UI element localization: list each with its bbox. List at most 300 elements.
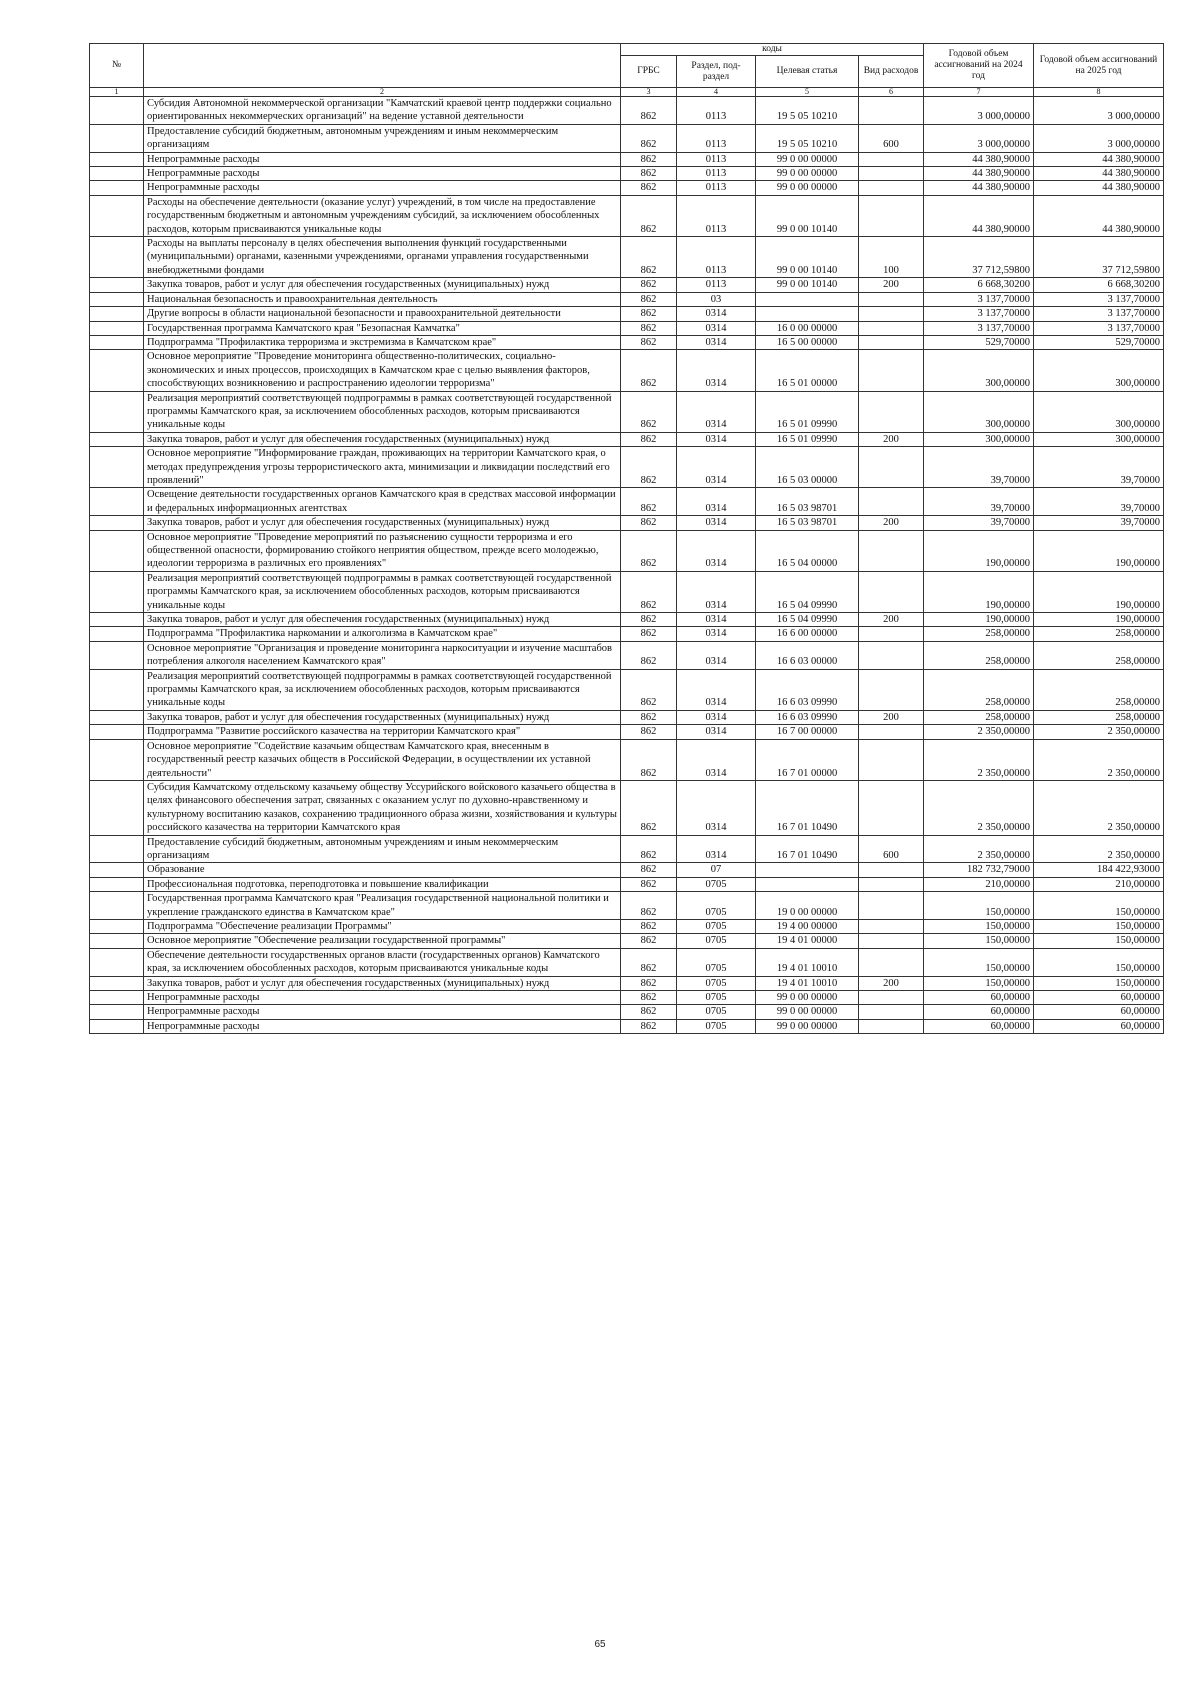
cell-grbs: 862 — [621, 780, 677, 835]
cell-expense-type — [859, 948, 924, 976]
cell-grbs: 862 — [621, 321, 677, 335]
cell-volume-2025: 184 422,93000 — [1034, 863, 1164, 877]
cell-expense-type — [859, 877, 924, 891]
cell-expense-type — [859, 892, 924, 920]
cell-name: Другие вопросы в области национальной безопасности и правоохранительной деятельности — [144, 307, 621, 321]
cell-grbs: 862 — [621, 530, 677, 571]
cell-name: Реализация мероприятий соответствующей подпрограммы в рамках соответствующей государственной программы Камчатского края, за исключением обособленных расходов, которым присваиваются уникальные коды — [144, 669, 621, 710]
table-row — [90, 739, 1164, 780]
col-index: 6 — [859, 88, 924, 97]
cell-expense-type — [859, 571, 924, 612]
cell-volume-2024: 190,00000 — [924, 571, 1034, 612]
cell-grbs: 862 — [621, 976, 677, 990]
cell-name: Реализация мероприятий соответствующей подпрограммы в рамках соответствующей государственной программы Камчатского края, за исключением обособленных расходов, которым присваиваются уникальные коды — [144, 571, 621, 612]
cell-grbs: 862 — [621, 1019, 677, 1033]
cell-num — [90, 181, 144, 195]
cell-volume-2024: 182 732,79000 — [924, 863, 1034, 877]
cell-target: 16 7 01 00000 — [756, 739, 859, 780]
cell-grbs: 862 — [621, 195, 677, 236]
cell-name: Закупка товаров, работ и услуг для обеспечения государственных (муниципальных) нужд — [144, 613, 621, 627]
cell-expense-type — [859, 1019, 924, 1033]
cell-volume-2025: 300,00000 — [1034, 350, 1164, 391]
table-row — [90, 641, 1164, 669]
cell-name: Профессиональная подготовка, переподготовка и повышение квалификации — [144, 877, 621, 891]
cell-volume-2025: 150,00000 — [1034, 892, 1164, 920]
cell-name: Непрограммные расходы — [144, 181, 621, 195]
cell-target: 16 6 00 00000 — [756, 627, 859, 641]
cell-volume-2024: 150,00000 — [924, 892, 1034, 920]
cell-expense-type — [859, 350, 924, 391]
cell-expense-type — [859, 167, 924, 181]
cell-name: Субсидия Автономной некоммерческой организации "Камчатский краевой центр поддержки социально ориентированных некоммерческих организаций" на ведение уставной деятельности — [144, 97, 621, 125]
table-row — [90, 321, 1164, 335]
cell-volume-2025: 529,70000 — [1034, 335, 1164, 349]
cell-num — [90, 641, 144, 669]
cell-grbs: 862 — [621, 350, 677, 391]
cell-expense-type — [859, 97, 924, 125]
header-codes: коды — [621, 44, 924, 56]
cell-num — [90, 516, 144, 530]
cell-grbs: 862 — [621, 710, 677, 724]
cell-grbs: 862 — [621, 641, 677, 669]
table-row — [90, 530, 1164, 571]
cell-section: 0705 — [677, 1005, 756, 1019]
cell-name: Основное мероприятие "Проведение мероприятий по разъяснению сущности терроризма и его общественной опасности, формированию стойкого неприятия обществом, прежде всего молодежью, идеологии терроризма в различных его проявлениях" — [144, 530, 621, 571]
cell-grbs: 862 — [621, 516, 677, 530]
cell-section: 0113 — [677, 181, 756, 195]
table-row — [90, 195, 1164, 236]
cell-volume-2024: 44 380,90000 — [924, 195, 1034, 236]
cell-volume-2024: 60,00000 — [924, 1019, 1034, 1033]
cell-name: Предоставление субсидий бюджетным, автономным учреждениям и иным некоммерческим организациям — [144, 124, 621, 152]
table-row — [90, 516, 1164, 530]
table-row — [90, 627, 1164, 641]
cell-volume-2025: 190,00000 — [1034, 530, 1164, 571]
cell-target: 99 0 00 10140 — [756, 278, 859, 292]
cell-volume-2024: 300,00000 — [924, 350, 1034, 391]
cell-grbs: 862 — [621, 335, 677, 349]
cell-volume-2025: 37 712,59800 — [1034, 237, 1164, 278]
cell-target: 16 7 00 00000 — [756, 725, 859, 739]
cell-expense-type: 100 — [859, 237, 924, 278]
cell-grbs: 862 — [621, 877, 677, 891]
table-row — [90, 991, 1164, 1005]
cell-section: 0314 — [677, 391, 756, 432]
cell-section: 0113 — [677, 278, 756, 292]
cell-volume-2025: 39,70000 — [1034, 488, 1164, 516]
cell-section: 0314 — [677, 350, 756, 391]
cell-volume-2024: 6 668,30200 — [924, 278, 1034, 292]
table-row — [90, 1019, 1164, 1033]
cell-target — [756, 877, 859, 891]
cell-section: 0314 — [677, 613, 756, 627]
cell-volume-2025: 3 137,70000 — [1034, 307, 1164, 321]
cell-num — [90, 835, 144, 863]
cell-num — [90, 710, 144, 724]
cell-section: 0314 — [677, 710, 756, 724]
cell-expense-type — [859, 530, 924, 571]
cell-expense-type — [859, 919, 924, 933]
cell-target: 19 5 05 10210 — [756, 124, 859, 152]
cell-target: 16 5 04 09990 — [756, 571, 859, 612]
table-row — [90, 278, 1164, 292]
cell-expense-type: 200 — [859, 278, 924, 292]
cell-volume-2025: 150,00000 — [1034, 919, 1164, 933]
cell-target: 99 0 00 00000 — [756, 1005, 859, 1019]
table-row — [90, 710, 1164, 724]
cell-name: Реализация мероприятий соответствующей подпрограммы в рамках соответствующей государственной программы Камчатского края, за исключением обособленных расходов, которым присваиваются уникальные коды — [144, 391, 621, 432]
table-row — [90, 976, 1164, 990]
cell-expense-type — [859, 934, 924, 948]
page-number: 65 — [594, 1639, 606, 1650]
cell-section: 0314 — [677, 530, 756, 571]
cell-target: 16 6 03 00000 — [756, 641, 859, 669]
cell-grbs: 862 — [621, 447, 677, 488]
cell-expense-type — [859, 292, 924, 306]
cell-num — [90, 919, 144, 933]
budget-table — [89, 43, 1164, 1034]
table-row — [90, 124, 1164, 152]
cell-num — [90, 948, 144, 976]
table-row — [90, 432, 1164, 446]
cell-name: Закупка товаров, работ и услуг для обеспечения государственных (муниципальных) нужд — [144, 976, 621, 990]
cell-section: 0705 — [677, 1019, 756, 1033]
cell-num — [90, 613, 144, 627]
cell-name: Подпрограмма "Развитие российского казачества на территории Камчатского края" — [144, 725, 621, 739]
cell-section: 0314 — [677, 641, 756, 669]
cell-num — [90, 335, 144, 349]
table-row — [90, 780, 1164, 835]
cell-expense-type — [859, 739, 924, 780]
cell-grbs: 862 — [621, 725, 677, 739]
cell-num — [90, 976, 144, 990]
cell-target: 19 4 01 10010 — [756, 976, 859, 990]
cell-expense-type — [859, 391, 924, 432]
cell-section: 0705 — [677, 919, 756, 933]
cell-name: Расходы на обеспечение деятельности (оказание услуг) учреждений, в том числе на предоставление государственным бюджетным и автономным учреждениям субсидий, за исключением обособленных расходов, которым присваиваются уникальные коды — [144, 195, 621, 236]
table-row — [90, 167, 1164, 181]
cell-num — [90, 780, 144, 835]
cell-grbs: 862 — [621, 919, 677, 933]
cell-grbs: 862 — [621, 948, 677, 976]
cell-volume-2025: 44 380,90000 — [1034, 152, 1164, 166]
cell-expense-type: 200 — [859, 613, 924, 627]
header-name — [144, 44, 621, 88]
cell-volume-2025: 150,00000 — [1034, 976, 1164, 990]
cell-target: 16 5 03 98701 — [756, 516, 859, 530]
cell-expense-type — [859, 1005, 924, 1019]
table-row — [90, 948, 1164, 976]
cell-grbs: 862 — [621, 152, 677, 166]
cell-num — [90, 124, 144, 152]
col-index: 4 — [677, 88, 756, 97]
cell-name: Закупка товаров, работ и услуг для обеспечения государственных (муниципальных) нужд — [144, 516, 621, 530]
cell-name: Подпрограмма "Обеспечение реализации Программы" — [144, 919, 621, 933]
cell-name: Государственная программа Камчатского края "Безопасная Камчатка" — [144, 321, 621, 335]
cell-grbs: 862 — [621, 739, 677, 780]
cell-expense-type — [859, 725, 924, 739]
table-row — [90, 571, 1164, 612]
cell-grbs: 862 — [621, 292, 677, 306]
cell-expense-type: 200 — [859, 710, 924, 724]
table-row — [90, 292, 1164, 306]
cell-expense-type — [859, 447, 924, 488]
cell-num — [90, 725, 144, 739]
cell-section: 0705 — [677, 934, 756, 948]
cell-section: 0705 — [677, 976, 756, 990]
cell-volume-2025: 60,00000 — [1034, 1019, 1164, 1033]
cell-name: Основное мероприятие "Обеспечение реализации государственной программы" — [144, 934, 621, 948]
cell-volume-2024: 39,70000 — [924, 516, 1034, 530]
cell-num — [90, 237, 144, 278]
header-section: Раздел, под-раздел — [677, 56, 756, 88]
cell-name: Обеспечение деятельности государственных органов власти (государственных органов) Камчатского края, за исключением обособленных расходов, которым присваиваются уникальные коды — [144, 948, 621, 976]
cell-target — [756, 292, 859, 306]
cell-volume-2024: 3 137,70000 — [924, 321, 1034, 335]
cell-grbs: 862 — [621, 278, 677, 292]
cell-section: 0314 — [677, 780, 756, 835]
cell-volume-2025: 39,70000 — [1034, 447, 1164, 488]
cell-volume-2025: 190,00000 — [1034, 571, 1164, 612]
table-header — [90, 44, 1164, 97]
cell-num — [90, 530, 144, 571]
cell-name: Непрограммные расходы — [144, 991, 621, 1005]
cell-grbs: 862 — [621, 835, 677, 863]
cell-name: Закупка товаров, работ и услуг для обеспечения государственных (муниципальных) нужд — [144, 432, 621, 446]
cell-num — [90, 934, 144, 948]
cell-grbs: 862 — [621, 991, 677, 1005]
cell-volume-2024: 258,00000 — [924, 710, 1034, 724]
cell-volume-2024: 3 000,00000 — [924, 124, 1034, 152]
cell-section: 0113 — [677, 97, 756, 125]
cell-volume-2024: 2 350,00000 — [924, 725, 1034, 739]
cell-name: Образование — [144, 863, 621, 877]
col-index: 1 — [90, 88, 144, 97]
col-index: 3 — [621, 88, 677, 97]
cell-num — [90, 152, 144, 166]
cell-expense-type — [859, 488, 924, 516]
cell-name: Основное мероприятие "Информирование граждан, проживающих на территории Камчатского края, о методах предупреждения угрозы террористического акта, минимизации и ликвидации последствий его проявлений" — [144, 447, 621, 488]
cell-grbs: 862 — [621, 669, 677, 710]
cell-volume-2024: 258,00000 — [924, 627, 1034, 641]
cell-expense-type — [859, 307, 924, 321]
cell-volume-2024: 44 380,90000 — [924, 167, 1034, 181]
cell-volume-2025: 258,00000 — [1034, 641, 1164, 669]
table-row — [90, 934, 1164, 948]
cell-expense-type — [859, 335, 924, 349]
cell-volume-2025: 3 000,00000 — [1034, 97, 1164, 125]
cell-section: 0314 — [677, 335, 756, 349]
header-expense-type: Вид расходов — [859, 56, 924, 88]
table-row — [90, 152, 1164, 166]
cell-section: 0113 — [677, 195, 756, 236]
cell-volume-2024: 150,00000 — [924, 948, 1034, 976]
cell-grbs: 862 — [621, 181, 677, 195]
cell-section: 0314 — [677, 432, 756, 446]
cell-name: Основное мероприятие "Проведение мониторинга общественно-политических, социально-экономических и иных процессов, происходящих в Камчатском крае с целью выявления факторов, способствующих возникновению и распространению идеологии терроризма" — [144, 350, 621, 391]
cell-volume-2025: 44 380,90000 — [1034, 181, 1164, 195]
cell-num — [90, 195, 144, 236]
cell-volume-2025: 150,00000 — [1034, 934, 1164, 948]
cell-volume-2024: 44 380,90000 — [924, 152, 1034, 166]
table-row — [90, 892, 1164, 920]
cell-target: 99 0 00 00000 — [756, 181, 859, 195]
cell-volume-2024: 150,00000 — [924, 919, 1034, 933]
cell-volume-2025: 3 000,00000 — [1034, 124, 1164, 152]
table-row — [90, 669, 1164, 710]
cell-num — [90, 391, 144, 432]
cell-section: 03 — [677, 292, 756, 306]
table-row — [90, 1005, 1164, 1019]
cell-num — [90, 321, 144, 335]
cell-target: 16 5 04 00000 — [756, 530, 859, 571]
cell-name: Подпрограмма "Профилактика наркомании и алкоголизма в Камчатском крае" — [144, 627, 621, 641]
cell-volume-2024: 190,00000 — [924, 613, 1034, 627]
cell-grbs: 862 — [621, 934, 677, 948]
cell-volume-2025: 60,00000 — [1034, 991, 1164, 1005]
cell-grbs: 862 — [621, 167, 677, 181]
cell-section: 0314 — [677, 307, 756, 321]
cell-volume-2024: 2 350,00000 — [924, 780, 1034, 835]
cell-volume-2025: 258,00000 — [1034, 627, 1164, 641]
cell-section: 0113 — [677, 152, 756, 166]
cell-expense-type — [859, 181, 924, 195]
cell-volume-2024: 258,00000 — [924, 641, 1034, 669]
col-index: 5 — [756, 88, 859, 97]
cell-section: 0705 — [677, 991, 756, 1005]
cell-volume-2024: 258,00000 — [924, 669, 1034, 710]
cell-name: Закупка товаров, работ и услуг для обеспечения государственных (муниципальных) нужд — [144, 278, 621, 292]
cell-name: Государственная программа Камчатского края "Реализация государственной национальной политики и укрепление гражданского единства в Камчатском крае" — [144, 892, 621, 920]
cell-expense-type: 600 — [859, 124, 924, 152]
cell-name: Освещение деятельности государственных органов Камчатского края в средствах массовой информации и федеральных информационных агентствах — [144, 488, 621, 516]
cell-volume-2025: 258,00000 — [1034, 669, 1164, 710]
cell-target: 19 4 01 00000 — [756, 934, 859, 948]
table-row — [90, 97, 1164, 125]
cell-num — [90, 432, 144, 446]
cell-grbs: 862 — [621, 613, 677, 627]
cell-target: 19 4 01 10010 — [756, 948, 859, 976]
cell-section: 0705 — [677, 877, 756, 891]
cell-volume-2024: 3 137,70000 — [924, 307, 1034, 321]
table-row — [90, 350, 1164, 391]
cell-expense-type — [859, 780, 924, 835]
cell-grbs: 862 — [621, 391, 677, 432]
cell-section: 0314 — [677, 627, 756, 641]
cell-name: Основное мероприятие "Организация и проведение мониторинга наркоситуации и изучение масштабов потребления алкоголя населением Камчатского края" — [144, 641, 621, 669]
cell-name: Национальная безопасность и правоохранительная деятельность — [144, 292, 621, 306]
table-row — [90, 447, 1164, 488]
cell-name: Основное мероприятие "Содействие казачьим обществам Камчатского края, внесенным в государственный реестр казачьих обществ в Российской Федерации, в осуществлении их уставной деятельности" — [144, 739, 621, 780]
table-row — [90, 237, 1164, 278]
cell-target: 16 6 03 09990 — [756, 710, 859, 724]
cell-volume-2024: 2 350,00000 — [924, 835, 1034, 863]
cell-volume-2024: 60,00000 — [924, 991, 1034, 1005]
table-row — [90, 725, 1164, 739]
cell-grbs: 862 — [621, 307, 677, 321]
cell-target: 99 0 00 00000 — [756, 991, 859, 1005]
cell-target: 16 5 04 09990 — [756, 613, 859, 627]
table-row — [90, 488, 1164, 516]
cell-target: 16 0 00 00000 — [756, 321, 859, 335]
cell-num — [90, 97, 144, 125]
cell-target: 16 5 03 00000 — [756, 447, 859, 488]
cell-name: Предоставление субсидий бюджетным, автономным учреждениям и иным некоммерческим организациям — [144, 835, 621, 863]
cell-num — [90, 991, 144, 1005]
cell-section: 07 — [677, 863, 756, 877]
cell-volume-2024: 60,00000 — [924, 1005, 1034, 1019]
cell-target: 16 6 03 09990 — [756, 669, 859, 710]
cell-section: 0314 — [677, 321, 756, 335]
cell-volume-2025: 2 350,00000 — [1034, 739, 1164, 780]
cell-num — [90, 1019, 144, 1033]
cell-num — [90, 292, 144, 306]
cell-name: Подпрограмма "Профилактика терроризма и экстремизма в Камчатском крае" — [144, 335, 621, 349]
header-volume-2025: Годовой объем ассигнований на 2025 год — [1034, 44, 1164, 88]
cell-expense-type: 200 — [859, 432, 924, 446]
header-num: № — [90, 44, 144, 88]
cell-target: 16 5 00 00000 — [756, 335, 859, 349]
cell-grbs: 862 — [621, 1005, 677, 1019]
cell-expense-type — [859, 991, 924, 1005]
cell-num — [90, 627, 144, 641]
cell-volume-2024: 39,70000 — [924, 488, 1034, 516]
cell-grbs: 862 — [621, 237, 677, 278]
cell-volume-2025: 44 380,90000 — [1034, 195, 1164, 236]
table-row — [90, 863, 1164, 877]
table-row — [90, 613, 1164, 627]
cell-target: 99 0 00 10140 — [756, 195, 859, 236]
cell-target: 16 5 01 09990 — [756, 432, 859, 446]
cell-num — [90, 307, 144, 321]
cell-section: 0113 — [677, 124, 756, 152]
cell-expense-type — [859, 669, 924, 710]
cell-target: 19 5 05 10210 — [756, 97, 859, 125]
cell-volume-2024: 39,70000 — [924, 447, 1034, 488]
table-row — [90, 877, 1164, 891]
cell-section: 0314 — [677, 571, 756, 612]
col-index: 8 — [1034, 88, 1164, 97]
header-grbs: ГРБС — [621, 56, 677, 88]
cell-grbs: 862 — [621, 627, 677, 641]
cell-volume-2024: 150,00000 — [924, 934, 1034, 948]
cell-section: 0705 — [677, 892, 756, 920]
col-index: 7 — [924, 88, 1034, 97]
cell-volume-2025: 210,00000 — [1034, 877, 1164, 891]
cell-expense-type: 200 — [859, 976, 924, 990]
cell-num — [90, 278, 144, 292]
cell-volume-2024: 2 350,00000 — [924, 739, 1034, 780]
cell-section: 0705 — [677, 948, 756, 976]
cell-volume-2024: 37 712,59800 — [924, 237, 1034, 278]
cell-volume-2024: 44 380,90000 — [924, 181, 1034, 195]
cell-volume-2025: 3 137,70000 — [1034, 321, 1164, 335]
cell-volume-2025: 258,00000 — [1034, 710, 1164, 724]
cell-num — [90, 447, 144, 488]
cell-num — [90, 669, 144, 710]
cell-volume-2024: 529,70000 — [924, 335, 1034, 349]
cell-num — [90, 350, 144, 391]
cell-grbs: 862 — [621, 97, 677, 125]
table-row — [90, 835, 1164, 863]
cell-volume-2025: 3 137,70000 — [1034, 292, 1164, 306]
cell-volume-2024: 190,00000 — [924, 530, 1034, 571]
cell-volume-2024: 3 000,00000 — [924, 97, 1034, 125]
cell-volume-2025: 190,00000 — [1034, 613, 1164, 627]
cell-target: 16 7 01 10490 — [756, 780, 859, 835]
cell-name: Непрограммные расходы — [144, 1019, 621, 1033]
cell-target: 99 0 00 00000 — [756, 167, 859, 181]
